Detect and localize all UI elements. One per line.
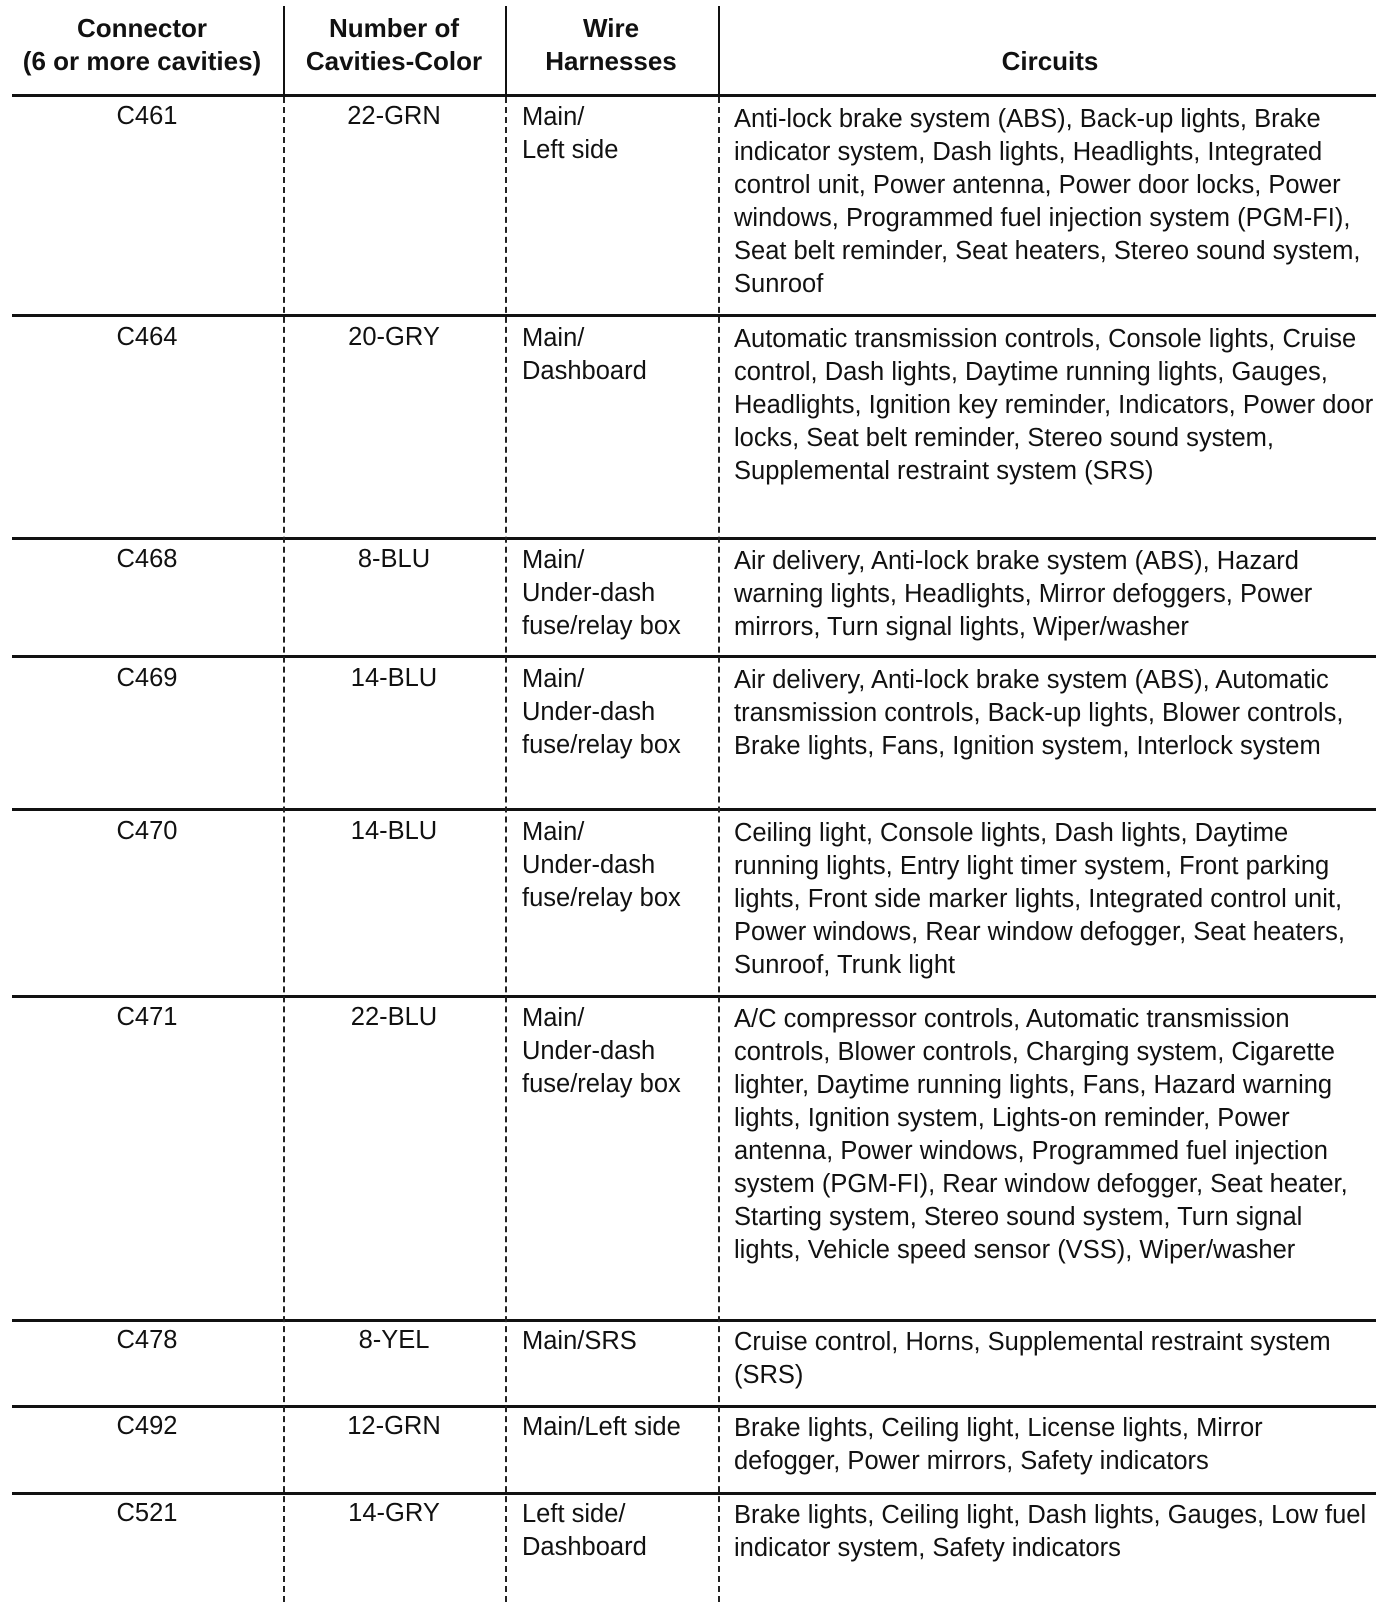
header-connector: Connector (6 or more cavities) (22, 13, 262, 76)
connector-id: C470 (116, 817, 178, 845)
connector-id: C461 (116, 102, 178, 130)
cavities-color: 22-GRN (347, 102, 441, 130)
header-harnesses: Wire Harnesses (545, 13, 677, 76)
cavities-color: 14-BLU (350, 817, 438, 845)
connector-id: C464 (116, 323, 178, 351)
connector-id: C478 (116, 1326, 178, 1354)
header-divider (718, 6, 720, 94)
circuits-list: A/C compressor controls, Automatic transmission controls, Blower controls, Charging system, Cigarette lighter, Daytime running lights, Fans, Hazard warning lights, Ignition system, Lights-on reminder, Power antenna, Power windows, Programmed fuel injection system (PGM-FI), Rear window defogger, Seat heater, Starting system, Stereo sound system, Turn signal lights, Vehicle speed sensor (VSS), Wiper/washer (734, 1005, 1348, 1264)
row-divider (12, 1319, 1376, 1322)
circuits-list: Brake lights, Ceiling light, Dash lights, Gauges, Low fuel indicator system, Safety indicators (734, 1501, 1367, 1562)
wire-harnesses: Main/ Under-dash fuse/relay box (522, 546, 681, 640)
header-divider (505, 6, 507, 94)
connector-id: C471 (116, 1003, 178, 1031)
circuits-list: Automatic transmission controls, Console lights, Cruise control, Dash lights, Daytime running lights, Gauges, Headlights, Ignition key reminder, Indicators, Power door locks, Seat belt reminder, Stereo sound system, Supplemental restraint system (SRS) (734, 325, 1374, 485)
cavities-color: 8-BLU (357, 545, 431, 573)
wire-harnesses: Main/ Dashboard (522, 324, 647, 385)
row-divider (12, 1492, 1376, 1495)
wire-harnesses: Main/ Under-dash fuse/relay box (522, 665, 681, 759)
wire-harnesses: Main/ Under-dash fuse/relay box (522, 1004, 681, 1098)
cavities-color: 14-BLU (350, 664, 438, 692)
connector-id: C492 (116, 1412, 178, 1440)
connector-id: C468 (116, 545, 178, 573)
wire-harnesses: Main/SRS (522, 1327, 637, 1355)
row-divider (12, 94, 1376, 97)
circuits-list: Anti-lock brake system (ABS), Back-up lights, Brake indicator system, Dash lights, Headlights, Integrated control unit, Power antenna, Power door locks, Power windows, Programmed fuel injection system (PGM-FI), Seat belt reminder, Seat heaters, Stereo sound system, Sunroof (734, 105, 1361, 298)
header-divider (283, 6, 285, 94)
row-divider (12, 995, 1376, 998)
circuits-list: Air delivery, Anti-lock brake system (ABS), Hazard warning lights, Headlights, Mirror defoggers, Power mirrors, Turn signal lights, Wiper/washer (734, 547, 1313, 641)
connector-id: C469 (116, 664, 178, 692)
row-divider (12, 314, 1376, 317)
column-divider (505, 97, 507, 1602)
row-divider (12, 655, 1376, 658)
circuits-list: Cruise control, Horns, Supplemental restraint system (SRS) (734, 1328, 1331, 1389)
circuits-list: Ceiling light, Console lights, Dash lights, Daytime running lights, Entry light timer system, Front parking lights, Front side marker lights, Integrated control unit, Power windows, Rear window defogger, Seat heaters, Sunroof, Trunk light (734, 819, 1345, 979)
cavities-color: 20-GRY (348, 323, 440, 351)
circuits-list: Air delivery, Anti-lock brake system (ABS), Automatic transmission controls, Back-up lights, Blower controls, Brake lights, Fans, Ignition system, Interlock system (734, 666, 1344, 760)
header-circuits: Circuits (1001, 46, 1099, 76)
circuits-list: Brake lights, Ceiling light, License lights, Mirror defogger, Power mirrors, Safety indicators (734, 1414, 1263, 1475)
wire-harnesses: Main/ Left side (522, 103, 619, 164)
wire-harnesses: Left side/ Dashboard (522, 1500, 647, 1561)
cavities-color: 14-GRY (348, 1499, 440, 1527)
wire-harnesses: Main/ Under-dash fuse/relay box (522, 818, 681, 912)
cavities-color: 12-GRN (347, 1412, 441, 1440)
cavities-color: 8-YEL (358, 1326, 430, 1354)
row-divider (12, 537, 1376, 540)
header-cavities: Number of Cavities-Color (305, 13, 483, 76)
row-divider (12, 808, 1376, 811)
cavities-color: 22-BLU (350, 1003, 438, 1031)
connector-id: C521 (116, 1499, 178, 1527)
row-divider (12, 1405, 1376, 1408)
wire-harnesses: Main/Left side (522, 1413, 681, 1441)
